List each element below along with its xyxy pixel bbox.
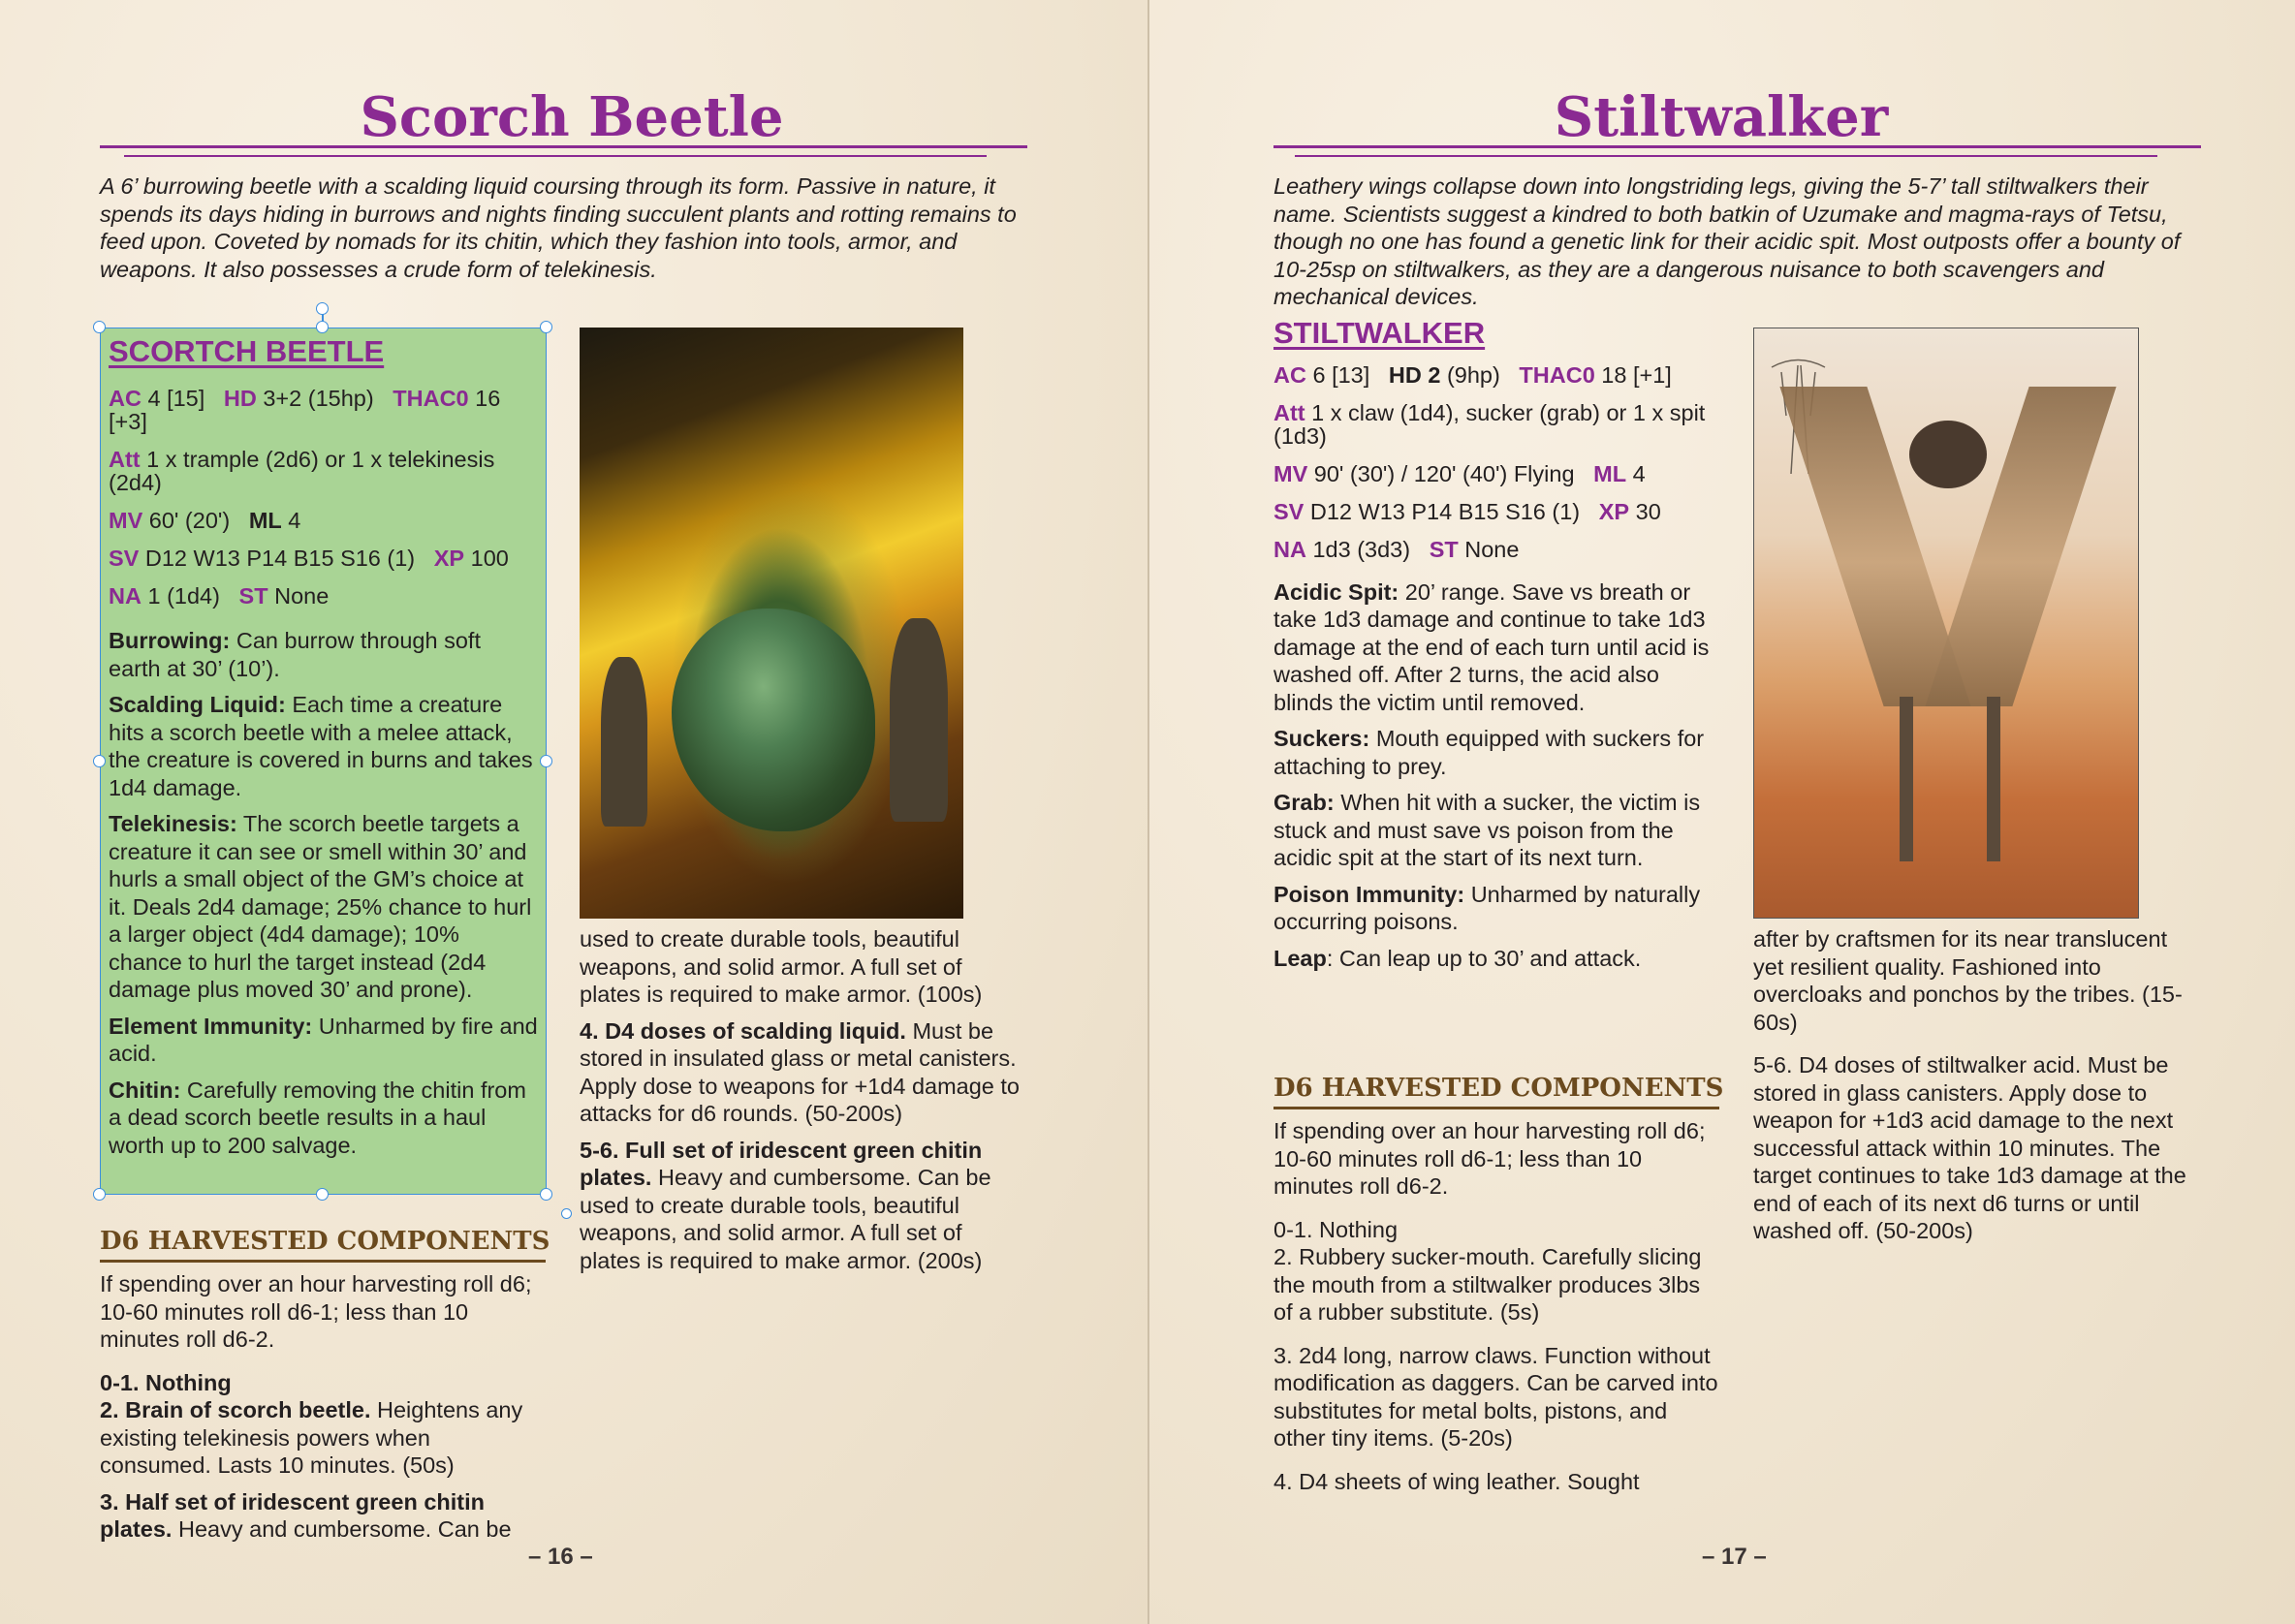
ability-telekinesis: Telekinesis: The scorch beetle targets a creature it can see or smell within 30’ and hurls a small object of the GM’s choice at it. Deals 2d4 damage; 25% chance to hurl a larger object (4d4 damage); 10% chance to hurl the target instead (2d4 damage plus moved 30’ and prone).	[109, 811, 532, 1002]
harvest-item-3: 3. Half set of iridescent green chitin plates. Heavy and cumbersome. Can be	[100, 1488, 512, 1542]
title-rule	[100, 145, 1027, 148]
page-title: Scorch Beetle	[360, 85, 784, 149]
stat-line-na: NA 1d3 (3d3) ST None	[1273, 536, 1520, 562]
harvest-heading: D6 HARVESTED COMPONENTS	[1273, 1074, 1719, 1109]
statblock-name: SCORTCH BEETLE	[109, 334, 385, 368]
ability-grab: Grab: When hit with a sucker, the victim is stuck and must save vs poison from the acidic spit at the start of its next turn.	[1273, 790, 1701, 870]
soldier-right	[890, 618, 948, 822]
resize-handle-sw[interactable]	[93, 1188, 106, 1201]
harvest-item-2: 2. Brain of scorch beetle. Heightens any existing telekinesis powers when consumed. Lasts 10 minutes. (50s)	[100, 1397, 523, 1478]
stat-line-na: NA 1 (1d4) ST None	[109, 583, 330, 609]
title-rule	[1273, 145, 2201, 148]
rotation-handle[interactable]	[316, 302, 329, 315]
harvest-continued	[580, 925, 1025, 1283]
harvest-continued	[1753, 925, 2199, 1254]
selected-statblock-frame[interactable]	[100, 328, 547, 1195]
beetle-shape	[672, 609, 875, 831]
ability-scalding-liquid: Scalding Liquid: Each time a creature hits a scorch beetle with a melee attack, the creature is covered in burns and takes 1d4 damage.	[109, 692, 533, 800]
stat-line-sv: SV D12 W13 P14 B15 S16 (1) XP 100	[109, 546, 509, 571]
harvest-item-3-cont: used to create durable tools, beautiful weapons, and solid armor. A full set of plates is required to make armor. (100s)	[580, 926, 983, 1007]
ability-acidic-spit: Acidic Spit: 20’ range. Save vs breath or take 1d3 damage and continue to take 1d3 damage at the end of each turn until acid is washed off. After 2 turns, the acid also blinds the victim until removed.	[1273, 578, 1710, 715]
stat-line-ac: AC 6 [13] HD 2 (9hp) THAC0 18 [+1]	[1273, 361, 1672, 388]
stat-line-att: Att 1 x claw (1d4), sucker (grab) or 1 x spit (1d3)	[1273, 399, 1706, 449]
stat-line-ac: AC 4 [15] HD 3+2 (15hp) THAC0 16 [+3]	[109, 386, 501, 434]
harvest-item-4-cont: after by craftsmen for its near translucent yet resilient quality. Fashioned into overcloaks and ponchos by the tribes. (15-60s)	[1753, 926, 2183, 1035]
statblock	[1273, 316, 1719, 981]
harvest-section	[1273, 1074, 1724, 1504]
scorch-beetle-illustration	[580, 328, 963, 919]
harvest-section	[100, 1227, 550, 1552]
harvest-item-0: 0-1. Nothing	[1273, 1216, 1399, 1242]
ability-suckers: Suckers: Mouth equipped with suckers for attaching to prey.	[1273, 726, 1705, 779]
resize-handle-n[interactable]	[316, 321, 329, 333]
soldier-left	[601, 657, 647, 827]
resize-handle-e[interactable]	[540, 755, 552, 767]
harvest-intro: If spending over an hour harvesting roll d6; 10-60 minutes roll d6-1; less than 10 minutes roll d6-2.	[1273, 1118, 1706, 1199]
page-number: – 16 –	[528, 1544, 593, 1570]
ability-poison-immunity: Poison Immunity: Unharmed by naturally occurring poisons.	[1273, 881, 1701, 934]
harvest-item-5: 5-6. D4 doses of stiltwalker acid. Must be stored in glass canisters. Apply dose to weapon for +1d3 acid damage to the next successful attack within 10 minutes. The target continues to take 1d3 damage at the end of each of its next d6 turns or until washed off. (50-200s)	[1753, 1052, 2186, 1243]
stat-line-mv: MV 60' (20') ML 4	[109, 508, 301, 533]
harvest-heading: D6 HARVESTED COMPONENTS	[100, 1227, 546, 1263]
harvest-item-3: 3. 2d4 long, narrow claws. Function without modification as daggers. Can be carved into substitutes for metal bolts, pistons, and other tiny items. (5-20s)	[1273, 1342, 1718, 1451]
intro-text: Leathery wings collapse down into longstriding legs, giving the 5-7’ tall stiltwalkers their name. Scientists suggest a kindred to both batkin of Uzumake and magma-rays of Tetsu, though no one has found a genetic link for their acidic spit. Most outposts offer a bounty of 10-25sp on stiltwalkers, as they are a dangerous nuisance to both scavengers and mechanical devices.	[1273, 173, 2181, 309]
harvest-item-2: 2. Rubbery sucker-mouth. Carefully slicing the mouth from a stiltwalker produces 3lbs of a rubber substitute. (5s)	[1273, 1244, 1702, 1325]
stat-line-sv: SV D12 W13 P14 B15 S16 (1) XP 30	[1273, 498, 1661, 524]
right-leg	[1987, 697, 2000, 861]
harvest-intro: If spending over an hour harvesting roll d6; 10-60 minutes roll d6-1; less than 10 minutes roll d6-2.	[100, 1271, 532, 1352]
intro-text: A 6’ burrowing beetle with a scalding liquid coursing through its form. Passive in nature, it spends its days hiding in burrows and nights finding succulent plants and rotting remains to feed upon. Coveted by nomads for its chitin, which they fashion into tools, armor, and weapons. It also possesses a crude form of telekinesis.	[100, 173, 1017, 282]
page-title: Stiltwalker	[1554, 85, 1889, 149]
left-leg	[1900, 697, 1913, 861]
stiltwalker-head	[1909, 421, 1987, 488]
ability-leap: Leap: Can leap up to 30’ and attack.	[1273, 945, 1642, 971]
resize-handle-s[interactable]	[316, 1188, 329, 1201]
harvest-item-4: 4. D4 sheets of wing leather. Sought	[1273, 1468, 1640, 1494]
text-overflow-port[interactable]	[561, 1208, 572, 1219]
resize-handle-ne[interactable]	[540, 321, 552, 333]
page-number: – 17 –	[1702, 1544, 1767, 1570]
resize-handle-se[interactable]	[540, 1188, 552, 1201]
harvest-item-0: 0-1. Nothing	[100, 1369, 232, 1395]
right-page	[1149, 0, 2295, 1624]
ability-element-immunity: Element Immunity: Unharmed by fire and acid.	[109, 1013, 538, 1066]
ability-burrowing: Burrowing: Can burrow through soft earth at 30’ (10’).	[109, 628, 481, 681]
statblock-name: STILTWALKER	[1273, 316, 1486, 350]
title-rule-thin	[124, 155, 987, 157]
stiltwalker-illustration	[1753, 328, 2139, 919]
harvest-item-4: 4. D4 doses of scalding liquid. Must be stored in insulated glass or metal canisters. Apply dose to weapons for +1d4 damage to attacks for d6 rounds. (50-200s)	[580, 1017, 1020, 1126]
stat-line-mv: MV 90' (30') / 120' (40') Flying ML 4	[1273, 460, 1646, 486]
stat-line-att: Att 1 x trample (2d6) or 1 x telekinesis (2d4)	[109, 447, 495, 495]
resize-handle-w[interactable]	[93, 755, 106, 767]
resize-handle-nw[interactable]	[93, 321, 106, 333]
ability-chitin: Chitin: Carefully removing the chitin from a dead scorch beetle results in a haul worth up to 200 salvage.	[109, 1077, 526, 1158]
harvest-item-5: 5-6. Full set of iridescent green chitin plates. Heavy and cumbersome. Can be used to create durable tools, beautiful weapons, and solid armor. A full set of plates is required to make armor. (200s)	[580, 1137, 991, 1273]
title-rule-thin	[1295, 155, 2157, 157]
